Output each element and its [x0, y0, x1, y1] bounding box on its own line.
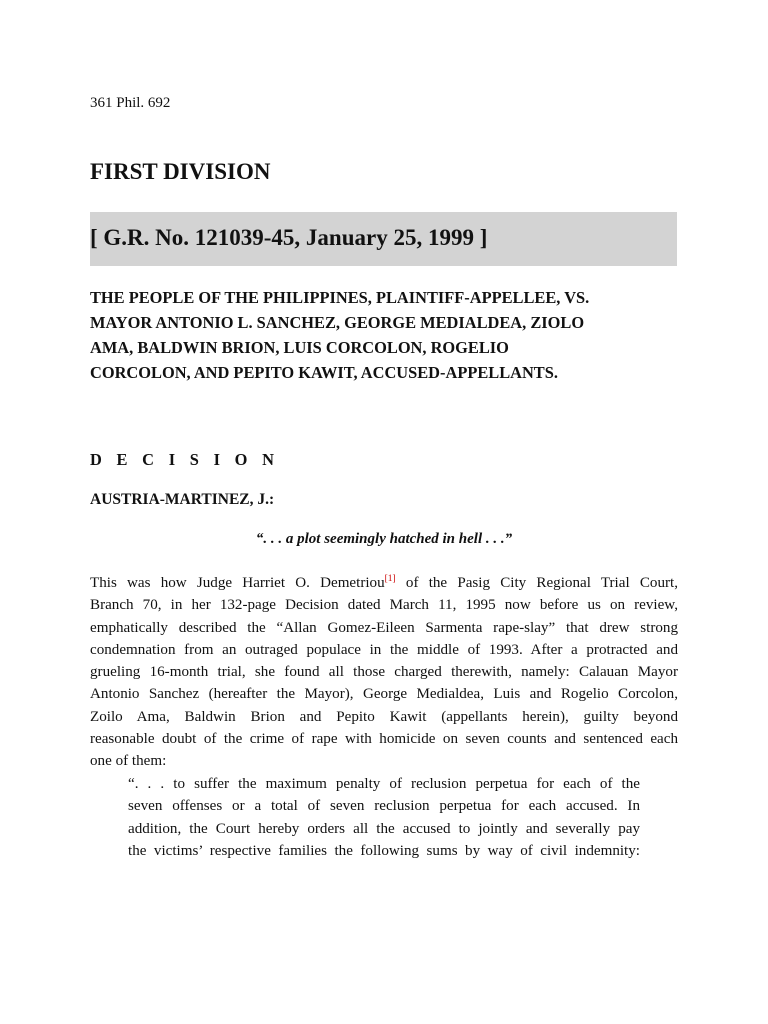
decision-body — [90, 572, 678, 773]
body-line: Branch 70, in her 132-page Decision dated March 11, 1995 now before us on review, — [90, 597, 678, 614]
ponente: AUSTRIA-MARTINEZ, J.: — [90, 491, 275, 508]
body-line: reasonable doubt of the crime of rape with homicide on seven counts and sentenced each — [90, 731, 678, 748]
body-line: one of them: — [90, 753, 167, 770]
quote-line: addition, the Court hereby orders all the accused to jointly and severally pay — [128, 820, 640, 837]
parties-line: THE PEOPLE OF THE PHILIPPINES, PLAINTIFF-APPELLEE, VS. — [90, 288, 590, 307]
footnote-link[interactable]: [1] — [384, 574, 396, 584]
block-quote — [128, 773, 640, 862]
parties-line: CORCOLON, AND PEPITO KAWIT, ACCUSED-APPELLANTS. — [90, 363, 558, 382]
decision-heading: D E C I S I O N — [90, 450, 280, 469]
quote-line: “. . . to suffer the maximum penalty of reclusion perpetua for each of the — [128, 776, 640, 792]
division-title: FIRST DIVISION — [90, 159, 271, 184]
case-number: [ G.R. No. 121039-45, January 25, 1999 ] — [90, 225, 488, 250]
body-line: condemnation from an outraged populace in the middle of 1993. After a protracted and — [90, 641, 678, 658]
body-line: emphatically described the “Allan Gomez-Eileen Sarmenta rape-slay” that drew strong — [90, 619, 678, 636]
body-line — [90, 572, 678, 594]
body-line-rest: of the Pasig City Regional Trial Court, — [405, 575, 678, 591]
parties-line: AMA, BALDWIN BRION, LUIS CORCOLON, ROGELIO — [90, 338, 509, 357]
body-line: Zoilo Ama, Baldwin Brion and Pepito Kawit (appellants herein), guilty beyond — [90, 708, 678, 725]
quote-line: the victims’ respective families the following sums by way of civil indemnity: — [128, 842, 640, 859]
body-line: grueling 16-month trial, she found all those charged therewith, namely: Calauan Mayor — [90, 664, 678, 681]
citation: 361 Phil. 692 — [90, 95, 171, 111]
epigraph-quote: “. . . a plot seemingly hatched in hell . . .” — [255, 531, 513, 547]
body-line-prefix: This was how Judge Harriet O. Demetriou — [90, 575, 385, 591]
quote-line: seven offenses or a total of seven reclusion perpetua for each accused. In — [128, 798, 640, 815]
case-parties — [90, 285, 690, 385]
parties-line: MAYOR ANTONIO L. SANCHEZ, GEORGE MEDIALDEA, ZIOLO — [90, 313, 585, 332]
body-line: Antonio Sanchez (hereafter the Mayor), George Medialdea, Luis and Rogelio Corcolon, — [90, 686, 678, 703]
case-number-band — [90, 212, 677, 266]
